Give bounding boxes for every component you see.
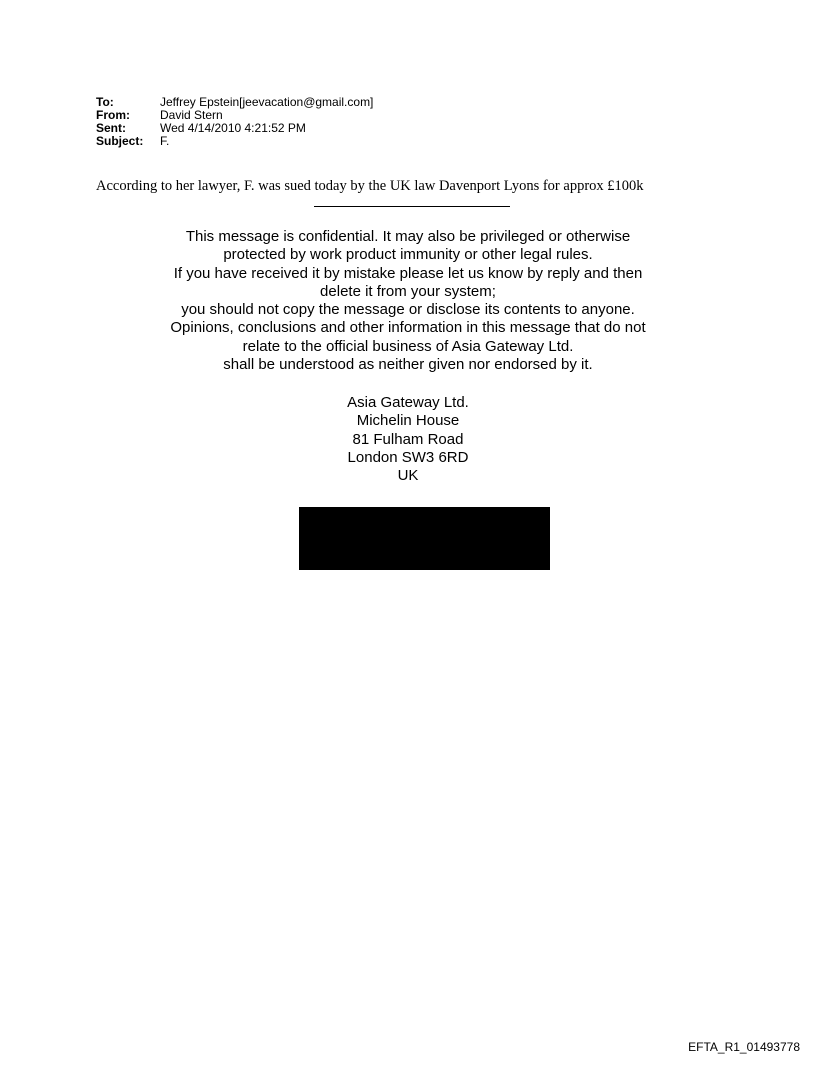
signature-divider (314, 206, 510, 207)
address-line: Michelin House (356, 412, 460, 430)
email-header (96, 96, 373, 148)
disclaimer-line: If you have received it by mistake please let us know by reply and then (173, 264, 643, 282)
address-line: London SW3 6RD (347, 448, 469, 466)
header-row-subject (96, 135, 373, 148)
address-line: Asia Gateway Ltd. (347, 394, 469, 411)
address-line: UK (397, 467, 419, 485)
subject-value: F. (160, 134, 170, 148)
disclaimer-line: delete it from your system; (320, 282, 496, 300)
from-value: David Stern (160, 108, 223, 122)
document-id: EFTA_R1_01493778 (688, 1040, 800, 1054)
company-address (258, 394, 558, 485)
header-row-to (96, 96, 373, 109)
to-value: Jeffrey Epstein[jeevacation@gmail.com] (160, 95, 374, 109)
disclaimer-line: relate to the official business of Asia Gateway Ltd. (242, 337, 574, 355)
disclaimer-line: you should not copy the message or disclose its contents to anyone. (181, 301, 635, 319)
disclaimer-line: protected by work product immunity or other legal rules. (223, 246, 593, 264)
redaction-block (299, 507, 550, 570)
confidentiality-disclaimer (108, 228, 708, 374)
from-label: From: (96, 108, 130, 122)
sent-label: Sent: (96, 121, 126, 135)
disclaimer-line: shall be understood as neither given nor endorsed by it. (223, 356, 593, 374)
sent-value: Wed 4/14/2010 4:21:52 PM (160, 121, 306, 135)
subject-label: Subject: (96, 134, 144, 148)
disclaimer-line: This message is confidential. It may also be privileged or otherwise (185, 228, 631, 245)
address-line: 81 Fulham Road (352, 430, 464, 448)
disclaimer-line: Opinions, conclusions and other information in this message that do not (170, 319, 646, 337)
email-body: According to her lawyer, F. was sued today by the UK law Davenport Lyons for approx £100k (96, 178, 644, 194)
to-label: To: (96, 95, 114, 109)
